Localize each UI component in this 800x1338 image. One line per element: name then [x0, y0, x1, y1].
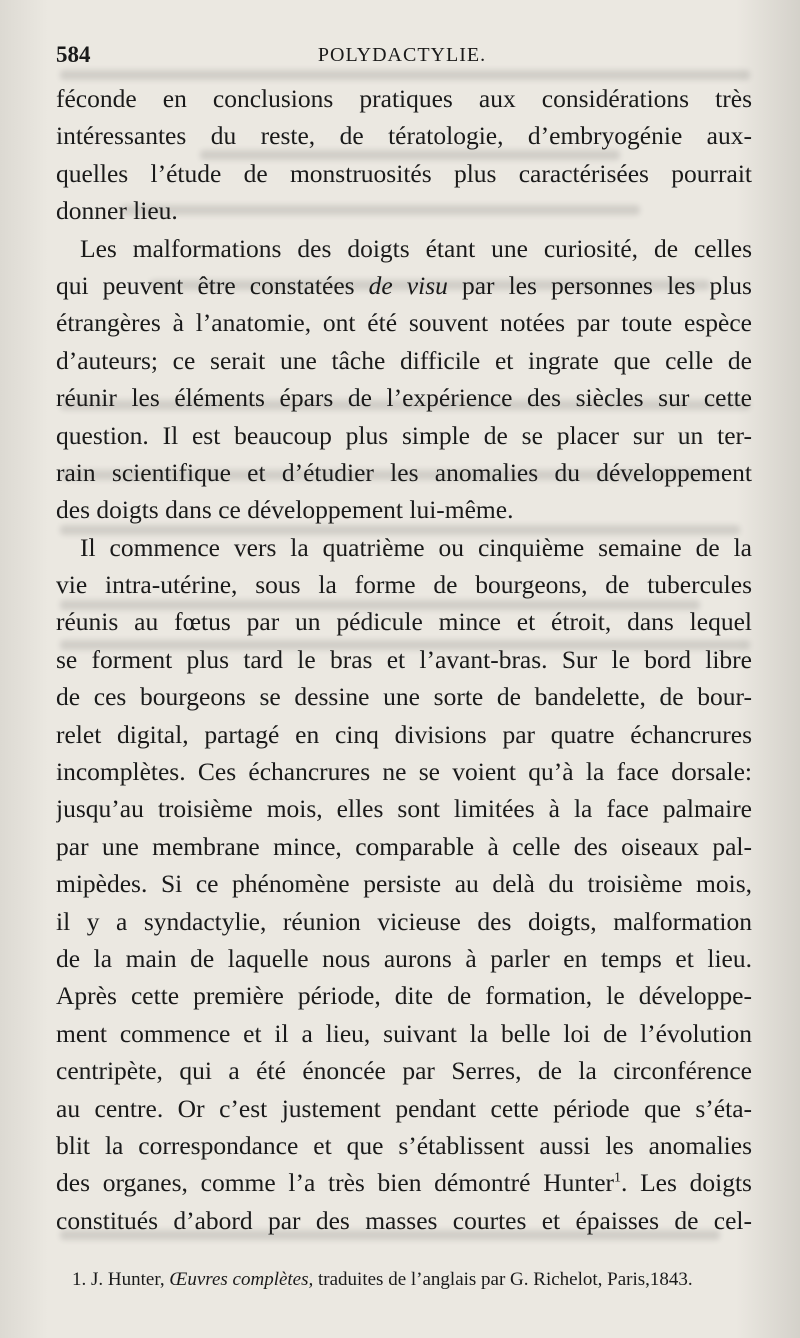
text-line: ment commence et il a lieu, suivant la belle loi de l’évolution: [56, 1018, 752, 1048]
paragraph-1: [56, 80, 752, 230]
text-line: étrangères à l’anatomie, ont été souvent notées par toute espèce: [56, 308, 752, 338]
text-line: rain scientifique et d’étudier les anomalies du développement: [56, 457, 752, 487]
text-line: relet digital, partagé en cinq divisions par quatre échancrures: [56, 719, 752, 749]
text-line: Les malformations des doigts étant une curiosité, de celles: [80, 233, 752, 263]
footnote-work-title: Œuvres complètes,: [169, 1269, 314, 1290]
footnote-ref[interactable]: 1: [614, 1170, 622, 1186]
footnote: [72, 1268, 752, 1292]
text-run: qui peuvent être constatées: [56, 270, 369, 300]
text-line: centripète, qui a été énoncée par Serres, de la circonférence: [56, 1056, 752, 1086]
text-line: [56, 1164, 752, 1201]
text-line: de la main de laquelle nous aurons à parler en temps et lieu.: [56, 943, 752, 973]
italic-phrase: de visu: [368, 270, 448, 300]
text-line: vie intra-utérine, sous la forme de bourgeons, de tubercules: [56, 570, 752, 600]
text-line: des doigts dans ce développement lui-même.: [56, 495, 514, 525]
text-line: [56, 267, 752, 304]
text-line: il y a syndactylie, réunion vicieuse des doigts, malformation: [56, 906, 752, 936]
text-line: de ces bourgeons se dessine une sorte de bandelette, de bour-: [56, 682, 752, 712]
text-line: mipèdes. Si ce phénomène persiste au delà du troisième mois,: [56, 869, 752, 899]
text-line: jusqu’au troisième mois, elles sont limitées à la face palmaire: [56, 794, 752, 824]
text-line: Après cette première période, dite de formation, le développe-: [56, 981, 752, 1011]
text-run: par les personnes les plus: [447, 270, 752, 300]
text-line: réunis au fœtus par un pédicule mince et étroit, dans lequel: [56, 607, 752, 637]
paragraph-2: [56, 230, 752, 529]
text-line: féconde en conclusions pratiques aux considérations très: [56, 84, 752, 113]
footnote-author: J. Hunter,: [91, 1269, 165, 1290]
text-line: constitués d’abord par des masses courtes et épaisses de cel-: [56, 1205, 752, 1235]
text-line: donner lieu.: [56, 196, 178, 226]
footnote-rest: traduites de l’anglais par G. Richelot, Paris,1843.: [318, 1269, 693, 1290]
text-line: se forment plus tard le bras et l’avant-bras. Sur le bord libre: [56, 644, 752, 674]
running-title: POLYDACTYLIE.: [317, 44, 487, 66]
text-line: question. Il est beaucoup plus simple de se placer sur un ter-: [56, 420, 752, 450]
page-header: [56, 38, 748, 74]
text-line: au centre. Or c’est justement pendant cette période que s’éta-: [56, 1093, 752, 1123]
text-line: Il commence vers la quatrième ou cinquième semaine de la: [80, 532, 752, 562]
footnote-number: 1.: [72, 1269, 87, 1290]
text-line: réunir les éléments épars de l’expérience des siècles sur cette: [56, 383, 752, 413]
text-line: d’auteurs; ce serait une tâche difficile et ingrate que celle de: [56, 345, 752, 375]
text-run: des organes, comme l’a très bien démontré Hunter: [56, 1168, 615, 1198]
text-line: quelles l’étude de monstruosités plus caractérisées pourrait: [56, 158, 752, 188]
text-line: blit la correspondance et que s’établissent aussi les anomalies: [56, 1130, 752, 1160]
paragraph-3: [56, 529, 752, 1239]
text-run: . Les doigts: [621, 1168, 752, 1198]
text-line: incomplètes. Ces échancrures ne se voient qu’à la face dorsale:: [56, 757, 752, 787]
page-number: 584: [56, 42, 91, 67]
text-line: intéressantes du reste, de tératologie, d’embryogénie aux-: [56, 121, 752, 151]
body-text: [56, 80, 752, 1239]
text-line: par une membrane mince, comparable à celle des oiseaux pal-: [56, 831, 752, 861]
